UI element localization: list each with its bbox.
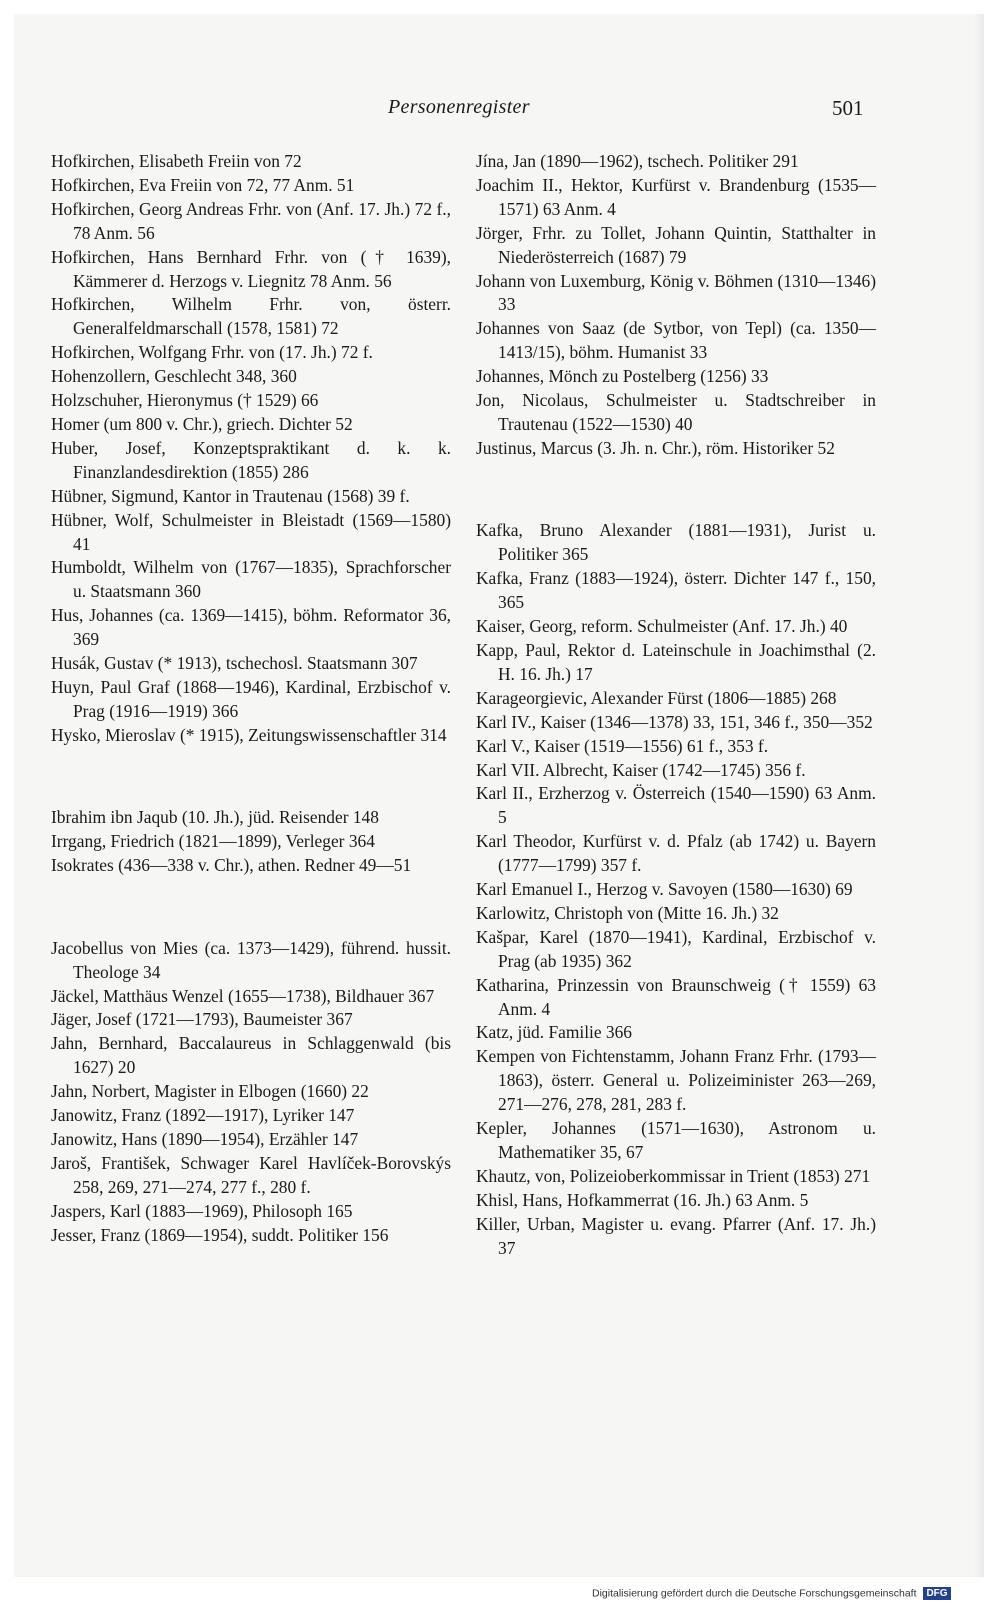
index-entry: Huber, Josef, Konzeptspraktikant d. k. k. Finanzlandesdirektion (1855) 286 [51, 437, 451, 482]
index-entry: Katz, jüd. Familie 366 [476, 1022, 633, 1043]
index-entry: Johannes, Mönch zu Postelberg (1256) 33 [476, 366, 769, 387]
index-entry: Jína, Jan (1890—1962), tschech. Politiker 291 [476, 151, 799, 171]
index-column-left [51, 150, 451, 1248]
index-entry: Hysko, Mieroslav (* 1915), Zeitungswissenschaftler 314 [51, 724, 447, 745]
index-entry: Kašpar, Karel (1870—1941), Kardinal, Erzbischof v. Prag (ab 1935) 362 [476, 926, 876, 971]
running-title: Personenregister [388, 96, 530, 118]
index-entry: Kafka, Franz (1883—1924), österr. Dichter 147 f., 150, 365 [476, 568, 876, 613]
letter-group-gap [51, 895, 451, 919]
index-entry: Kepler, Johannes (1571—1630), Astronom u. Mathematiker 35, 67 [476, 1118, 876, 1163]
funding-note: Digitalisierung gefördert durch die Deutsche Forschungsgemeinschaft [592, 1587, 917, 1600]
index-entry: Kempen von Fichtenstamm, Johann Franz Frhr. (1793—1863), österr. General u. Polizeiminister 263—269, 271—276, 278, 281, 283 f. [476, 1046, 876, 1115]
index-entry: Hohenzollern, Geschlecht 348, 360 [51, 366, 297, 387]
index-entry: Ibrahim ibn Jaqub (10. Jh.), jüd. Reisender 148 [51, 807, 379, 828]
index-entry: Hübner, Sigmund, Kantor in Trautenau (1568) 39 f. [51, 485, 410, 506]
index-entry: Isokrates (436—338 v. Chr.), athen. Redner 49—51 [51, 855, 412, 876]
index-entry: Hofkirchen, Hans Bernhard Frhr. von († 1639), Kämmerer d. Herzogs v. Liegnitz 78 Anm. 56 [51, 246, 451, 291]
index-entry: Hofkirchen, Wolfgang Frhr. von (17. Jh.) 72 f. [51, 342, 373, 363]
index-entry: Khautz, von, Polizeioberkommissar in Trient (1853) 271 [476, 1165, 871, 1186]
index-entry: Hofkirchen, Elisabeth Freiin von 72 [51, 151, 302, 171]
index-entry: Irrgang, Friedrich (1821—1899), Verleger 364 [51, 831, 375, 852]
index-entry: Husák, Gustav (* 1913), tschechosl. Staatsmann 307 [51, 653, 418, 674]
index-entry: Hofkirchen, Eva Freiin von 72, 77 Anm. 51 [51, 174, 355, 195]
index-entry: Hübner, Wolf, Schulmeister in Bleistadt (1569—1580) 41 [51, 509, 451, 554]
index-entry: Karlowitz, Christoph von (Mitte 16. Jh.) 32 [476, 902, 779, 923]
funding-footer [592, 1587, 951, 1600]
index-entry: Jacobellus von Mies (ca. 1373—1429), führend. hussit. Theologe 34 [51, 937, 451, 982]
index-entry: Karl Theodor, Kurfürst v. d. Pfalz (ab 1742) u. Bayern (1777—1799) 357 f. [476, 831, 876, 876]
index-entry: Karl II., Erzherzog v. Österreich (1540—1590) 63 Anm. 5 [476, 783, 876, 828]
index-entry: Justinus, Marcus (3. Jh. n. Chr.), röm. Historiker 52 [476, 437, 835, 458]
index-entry: Jesser, Franz (1869—1954), suddt. Politiker 156 [51, 1224, 389, 1245]
index-entry: Jahn, Bernhard, Baccalaureus in Schlaggenwald (bis 1627) 20 [51, 1033, 451, 1078]
index-entry: Katharina, Prinzessin von Braunschweig († 1559) 63 Anm. 4 [476, 974, 876, 1019]
index-entry: Johannes von Saaz (de Sytbor, von Tepl) (ca. 1350—1413/15), böhm. Humanist 33 [476, 318, 876, 363]
index-entry: Johann von Luxemburg, König v. Böhmen (1310—1346) 33 [476, 270, 876, 315]
index-entry: Killer, Urban, Magister u. evang. Pfarrer (Anf. 17. Jh.) 37 [476, 1213, 876, 1258]
index-entry: Holzschuher, Hieronymus († 1529) 66 [51, 390, 319, 411]
index-entry: Karageorgievic, Alexander Fürst (1806—1885) 268 [476, 687, 837, 708]
index-entry: Karl V., Kaiser (1519—1556) 61 f., 353 f. [476, 735, 769, 756]
index-entry: Jaspers, Karl (1883—1969), Philosoph 165 [51, 1200, 353, 1221]
index-entry: Hofkirchen, Wilhelm Frhr. von, österr. Generalfeldmarschall (1578, 1581) 72 [51, 294, 451, 339]
index-entry: Jäckel, Matthäus Wenzel (1655—1738), Bildhauer 367 [51, 985, 435, 1006]
index-entry: Kapp, Paul, Rektor d. Lateinschule in Joachimsthal (2. H. 16. Jh.) 17 [476, 639, 876, 684]
index-entry: Karl IV., Kaiser (1346—1378) 33, 151, 346 f., 350—352 [476, 711, 873, 732]
index-entry: Karl Emanuel I., Herzog v. Savoyen (1580—1630) 69 [476, 879, 853, 900]
index-column-right [476, 150, 876, 1261]
index-entry: Joachim II., Hektor, Kurfürst v. Brandenburg (1535—1571) 63 Anm. 4 [476, 174, 876, 219]
index-entry: Hus, Johannes (ca. 1369—1415), böhm. Reformator 36, 369 [51, 605, 451, 650]
dfg-logo: DFG [923, 1587, 950, 1600]
index-entry: Huyn, Paul Graf (1868—1946), Kardinal, Erzbischof v. Prag (1916—1919) 366 [51, 676, 451, 721]
index-entry: Jon, Nicolaus, Schulmeister u. Stadtschreiber in Trautenau (1522—1530) 40 [476, 390, 876, 434]
index-entry: Humboldt, Wilhelm von (1767—1835), Sprachforscher u. Staatsmann 360 [51, 557, 451, 602]
index-entry: Jaroš, František, Schwager Karel Havlíček-Borovskýs 258, 269, 271—274, 277 f., 280 f. [51, 1152, 451, 1197]
index-entry: Janowitz, Franz (1892—1917), Lyriker 147 [51, 1105, 355, 1126]
index-entry: Jahn, Norbert, Magister in Elbogen (1660) 22 [51, 1081, 369, 1102]
index-entry: Hofkirchen, Georg Andreas Frhr. von (Anf. 17. Jh.) 72 f., 78 Anm. 56 [51, 198, 451, 243]
index-entry: Homer (um 800 v. Chr.), griech. Dichter 52 [51, 413, 353, 434]
index-entry: Kafka, Bruno Alexander (1881—1931), Jurist u. Politiker 365 [476, 520, 876, 565]
index-entry: Karl VII. Albrecht, Kaiser (1742—1745) 356 f. [476, 759, 806, 780]
index-entry: Jäger, Josef (1721—1793), Baumeister 367 [51, 1009, 353, 1030]
index-entry: Jörger, Frhr. zu Tollet, Johann Quintin, Statthalter in Niederösterreich (1687) 79 [476, 222, 876, 267]
index-entry: Khisl, Hans, Hofkammerrat (16. Jh.) 63 Anm. 5 [476, 1189, 809, 1210]
page-number: 501 [832, 96, 864, 120]
letter-group-gap [476, 478, 876, 502]
index-entry: Janowitz, Hans (1890—1954), Erzähler 147 [51, 1128, 359, 1149]
running-header [0, 96, 1000, 126]
index-entry: Kaiser, Georg, reform. Schulmeister (Anf. 17. Jh.) 40 [476, 616, 848, 637]
letter-group-gap [51, 765, 451, 789]
